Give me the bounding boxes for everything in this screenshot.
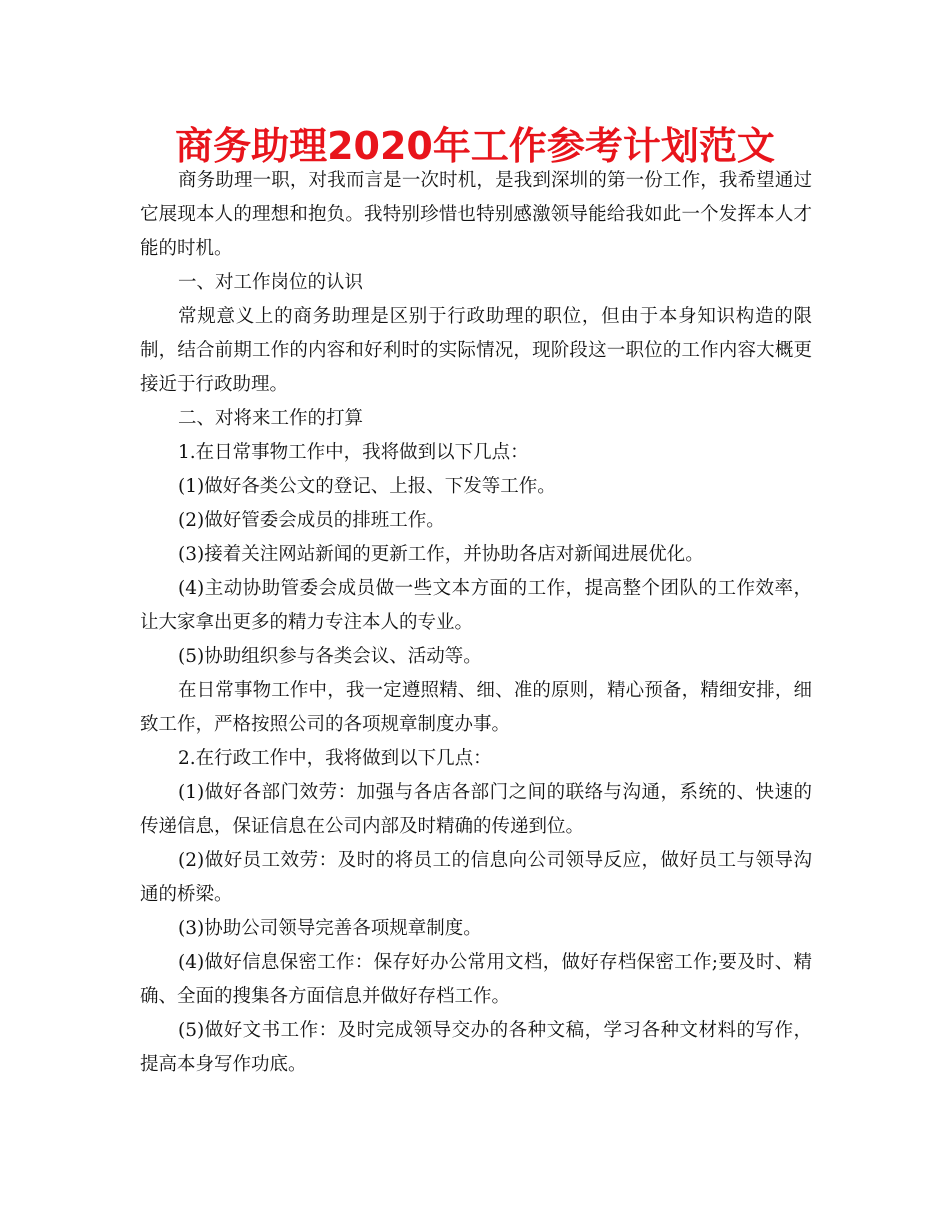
list-item: (3)协助公司领导完善各项规章制度。	[178, 918, 482, 939]
paragraph-intro: 商务助理一职，对我而言是一次时机，是我到深圳的第一份工作，我希望通过它展现本人的理想和抱负。我特别珍惜也特别感激领导能给我如此一个发挥本人才能的时机。	[140, 170, 812, 259]
paragraph: 在日常事物工作中，我一定遵照精、细、准的原则，精心预备，精细安排，细致工作，严格按照公司的各项规章制度办事。	[140, 680, 812, 735]
list-item: (3)接着关注网站新闻的更新工作，并协助各店对新闻进展优化。	[178, 544, 704, 565]
document-title: 商务助理2020年工作参考计划范文	[175, 124, 775, 168]
paragraph: 常规意义上的商务助理是区别于行政助理的职位，但由于本身知识构造的限制，结合前期工作的内容和好利时的实际情况，现阶段这一职位的工作内容大概更接近于行政助理。	[140, 306, 812, 395]
list-item: (5)做好文书工作：及时完成领导交办的各种文稿，学习各种文材料的写作，提高本身写作功底。	[140, 1020, 812, 1075]
subsection-heading: 2.在行政工作中，我将做到以下几点：	[178, 748, 492, 769]
subsection-heading: 1.在日常事物工作中，我将做到以下几点：	[178, 442, 529, 463]
list-item: (1)做好各部门效劳：加强与各店各部门之间的联络与沟通，系统的、快速的传递信息，保证信息在公司内部及时精确的传递到位。	[140, 782, 812, 837]
list-item: (4)做好信息保密工作：保存好办公常用文档，做好存档保密工作;要及时、精确、全面的搜集各方面信息并做好存档工作。	[140, 952, 812, 1007]
section-heading-1: 一、对工作岗位的认识	[178, 272, 364, 293]
list-item: (1)做好各类公文的登记、上报、下发等工作。	[178, 476, 556, 497]
section-heading-2: 二、对将来工作的打算	[178, 408, 364, 429]
list-item: (4)主动协助管委会成员做一些文本方面的工作，提高整个团队的工作效率，让大家拿出更多的精力专注本人的专业。	[140, 578, 812, 633]
list-item: (2)做好员工效劳：及时的将员工的信息向公司领导反应，做好员工与领导沟通的桥梁。	[140, 850, 812, 905]
list-item: (5)协助组织参与各类会议、活动等。	[178, 646, 482, 667]
list-item: (2)做好管委会成员的排班工作。	[178, 510, 445, 531]
document-body	[140, 164, 812, 1082]
